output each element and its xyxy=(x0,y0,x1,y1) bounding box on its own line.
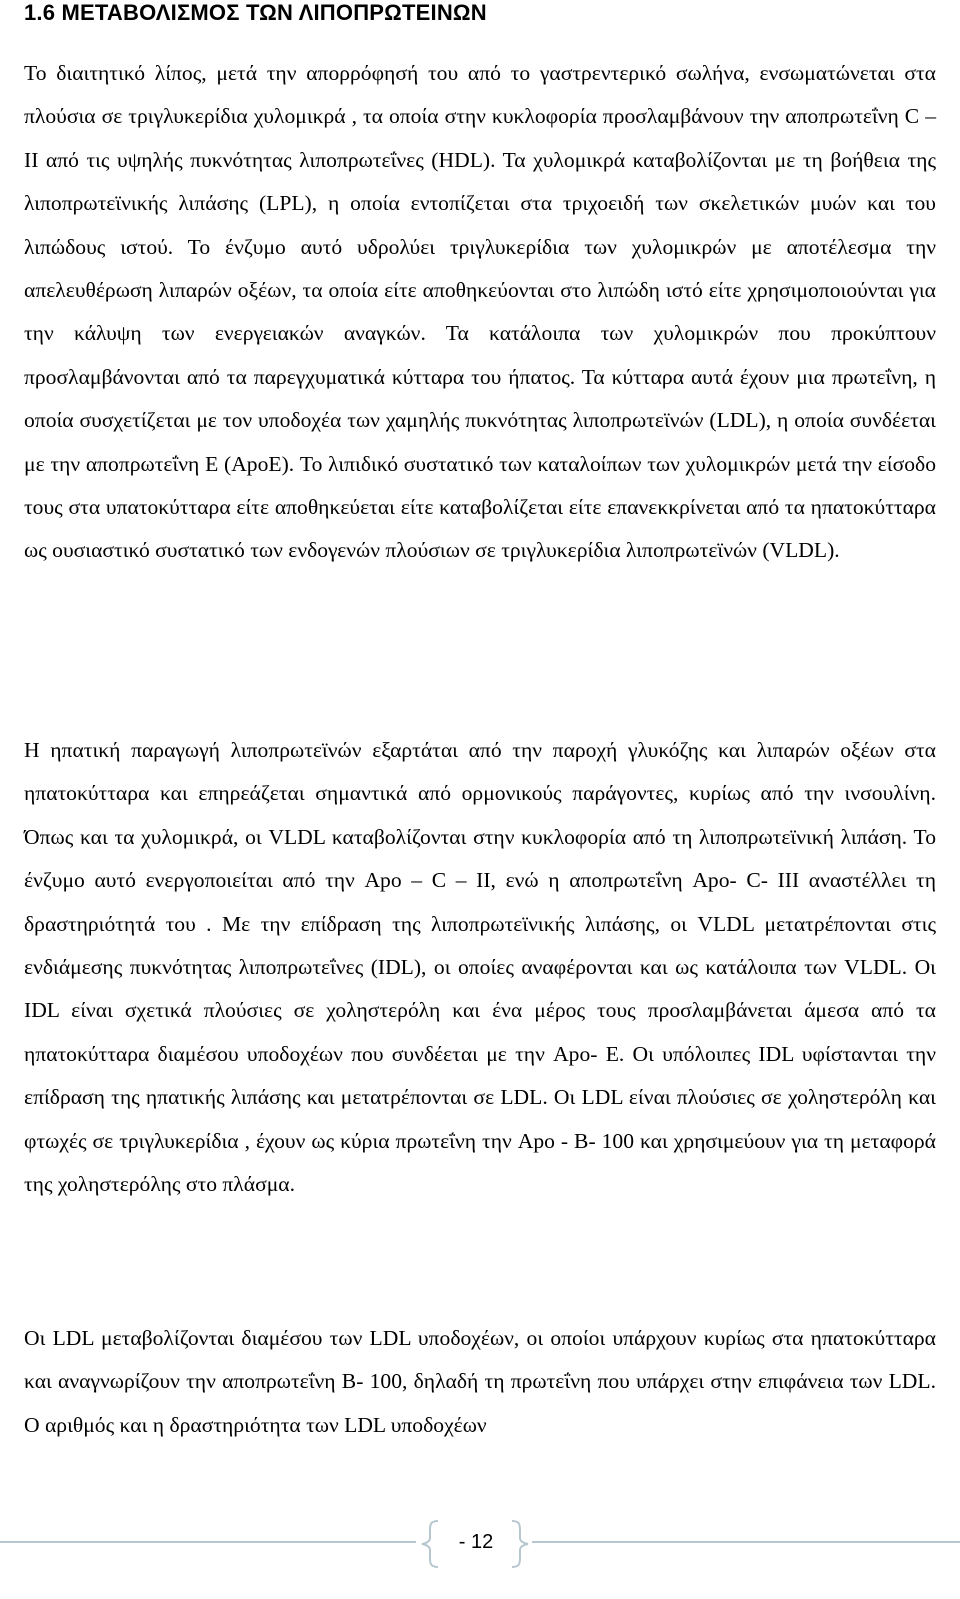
footer-rule-left xyxy=(0,1541,416,1543)
right-brace-icon xyxy=(506,1519,532,1569)
page-number: - 12 xyxy=(458,1531,494,1553)
paragraph-ldl-receptors: Οι LDL μεταβολίζονται διαμέσου των LDL υποδοχέων, οι οποίοι υπάρχουν κυρίως στα ηπατοκύτταρα και αναγνωρίζουν την αποπρωτεΐνη B- 100, δηλαδή τη πρωτεΐνη που υπάρχει στην επιφάνεια των LDL. Ο αριθμός και η δραστηριότητα των LDL υποδοχέων xyxy=(24,1326,936,1437)
section-heading: 1.6 ΜΕΤΑΒΟΛΙΣΜΟΣ ΤΩΝ ΛΙΠΟΠΡΩΤΕΙΝΩΝ xyxy=(24,0,487,25)
footer-rule-right xyxy=(532,1541,960,1543)
paragraph-vldl-metabolism: Η ηπατική παραγωγή λιποπρωτεϊνών εξαρτάται από την παροχή γλυκόζης και λιπαρών οξέων στα ηπατοκύτταρα και επηρεάζεται σημαντικά από ορμονικούς παράγοντες, κυρίως από την ινσουλίνη. Όπως και τα χυλομικρά, οι VLDL καταβολίζονται στην κυκλοφορία από τη λιποπρωτεϊνική λιπάση. Το ένζυμο αυτό ενεργοποιείται από την Apo – C – II, ενώ η αποπρωτεΐνη Apo- C- III αναστέλλει τη δραστηριότητά του . Με την επίδραση της λιποπρωτεϊνικής λιπάσης, οι VLDL μετατρέπονται στις ενδιάμεσης πυκνότητας λιποπρωτεΐνες (IDL), οι οποίες αναφέρονται και ως κατάλοιπα των VLDL. Οι IDL είναι σχετικά πλούσιες σε χοληστερόλη και ένα μέρος τους προσλαμβάνεται άμεσα από τα ηπατοκύτταρα διαμέσου υποδοχέων που συνδέεται με την Apo- E. Οι υπόλοιπες IDL υφίστανται την επίδραση της ηπατικής λιπάσης και μετατρέπονται σε LDL. Οι LDL είναι πλούσιες σε χοληστερόλη και φτωχές σε τριγλυκερίδια , έχουν ως κύρια πρωτεΐνη την Apo - B- 100 και χρησιμεύουν για τη μεταφορά της χοληστερόλης στο πλάσμα. xyxy=(24,738,936,1197)
page-footer xyxy=(0,1519,960,1589)
paragraph-chylomicrons: Το διαιτητικό λίπος, μετά την απορρόφησή του από το γαστρεντερικό σωλήνα, ενσωματώνεται στα πλούσια σε τριγλυκερίδια χυλομικρά , τα οποία στην κυκλοφορία προσλαμβάνουν την αποπρωτεΐνη C – II από τις υψηλής πυκνότητας λιποπρωτεΐνες (HDL). Τα χυλομικρά καταβολίζονται με τη βοήθεια της λιποπρωτεϊνικής λιπάσης (LPL), η οποία εντοπίζεται στα τριχοειδή των σκελετικών μυών και του λιπώδους ιστού. Το ένζυμο αυτό υδρολύει τριγλυκερίδια των χυλομικρών με αποτέλεσμα την απελευθέρωση λιπαρών οξέων, τα οποία είτε αποθηκεύονται στο λιπώδη ιστό είτε χρησιμοποιούνται για την κάλυψη των ενεργειακών αναγκών. Τα κατάλοιπα των χυλομικρών που προκύπτουν προσλαμβάνονται από τα παρεγχυματικά κύτταρα του ήπατος. Τα κύτταρα αυτά έχουν μια πρωτεΐνη, η οποία συσχετίζεται με τον υποδοχέα των χαμηλής πυκνότητας λιποπρωτεϊνών (LDL), η οποία συνδέεται με την αποπρωτεΐνη E (ApoE). Το λιπιδικό συστατικό των καταλοίπων των χυλομικρών μετά την είσοδο τους στα υπατοκύτταρα είτε αποθηκεύεται είτε καταβολίζεται είτε επανεκκρίνεται από τα ηπατοκύτταρα ως ουσιαστικό συστατικό των ενδογενών πλούσιων σε τριγλυκερίδια λιποπρωτεϊνών (VLDL). xyxy=(24,61,936,563)
